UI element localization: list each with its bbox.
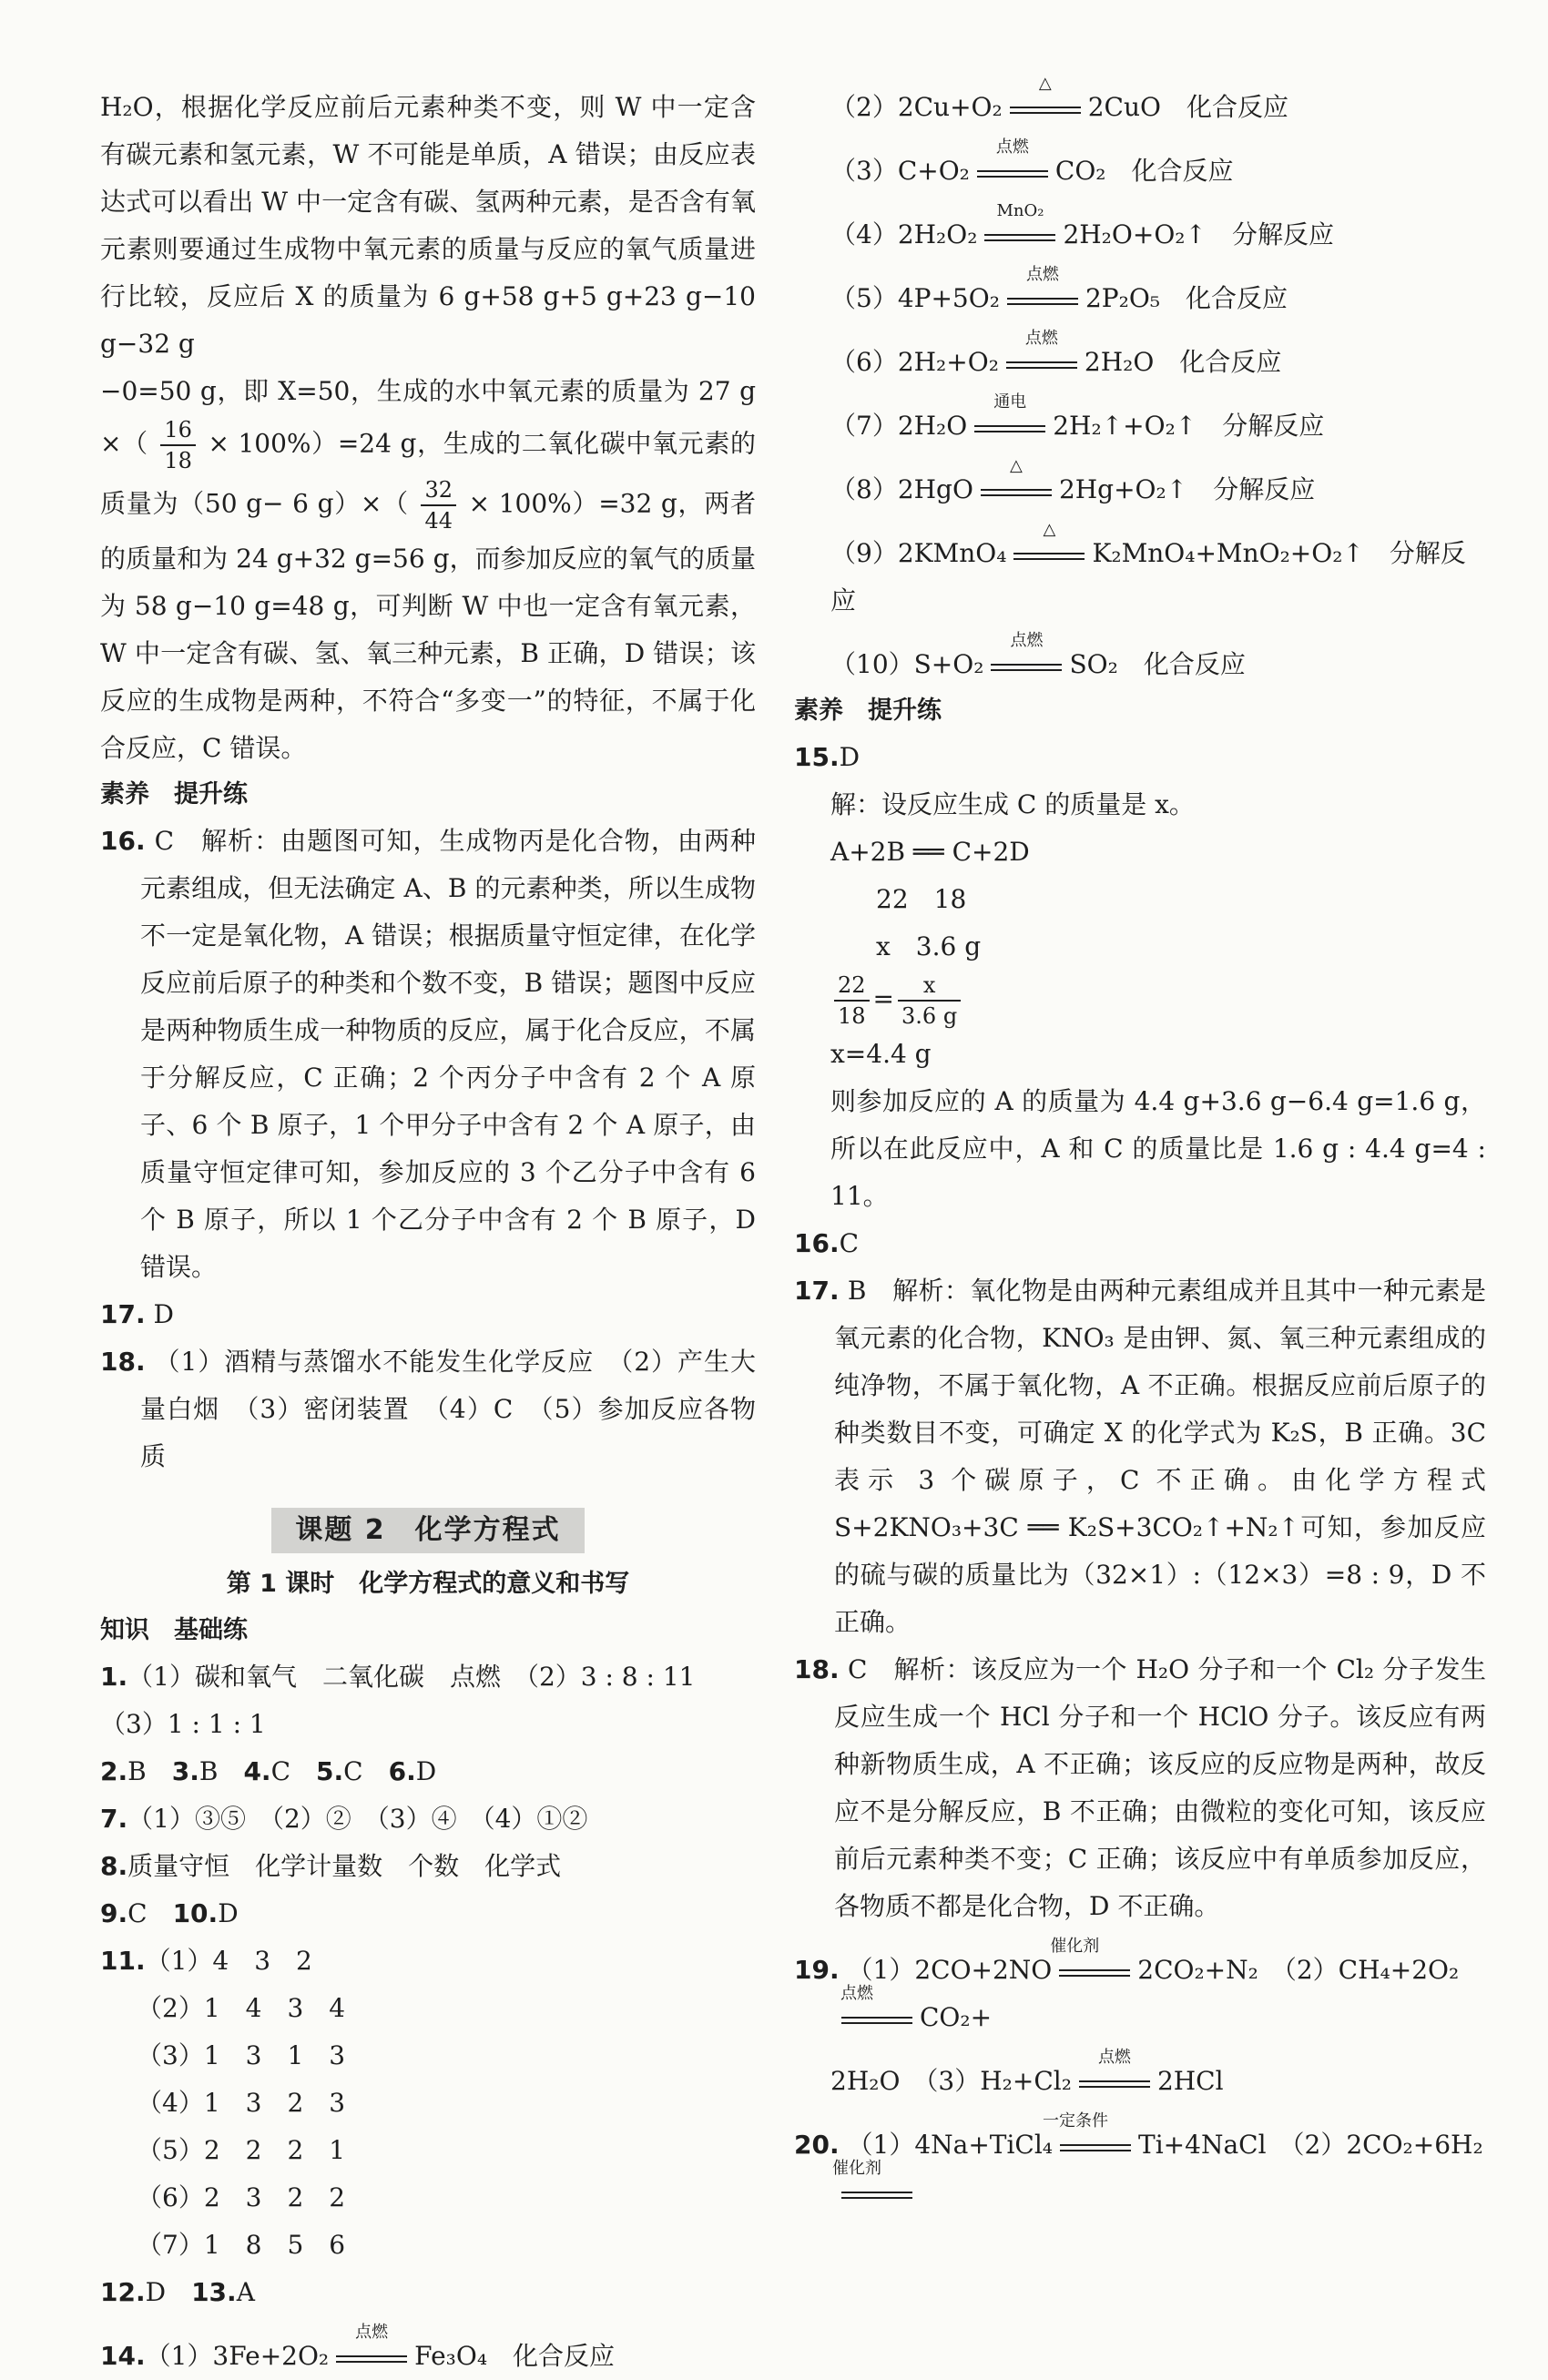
answer-17-right: 17. B 解析：氧化物是由两种元素组成并且其中一种元素是氧元素的化合物，KNO₃ 是由钾、氮、氧三种元素组成的纯净物，不属于氧化物，A 不正确。根据反应前后原子的种类数目不变，可确定 X 的化学式为 K₂S，B 正确。3C 表示 3 个碳原子，C 不正确。由化学方程式 S+2KNO₃+3C ══ K₂S+3CO₂↑+N₂↑可知，参加反应的硫与碳的质量比为（32×1）:（12×3）=8 : 9，D 不正确。	[794, 1276, 1486, 1637]
reaction-arrow: 点燃	[838, 2006, 916, 2033]
solution-equation: A+2B ══ C+2D	[830, 837, 1030, 867]
reaction-arrow: 点燃	[1075, 2070, 1154, 2097]
reaction-arrow: △	[977, 478, 1055, 505]
solution-proportion: $\frac{22}{18}$ = $\frac{x}{3.6 g}$	[794, 971, 1486, 1031]
answer-11-row-1: 11.（1）4 3 2	[100, 1946, 312, 1976]
solution-conclusion: 则参加反应的 A 的质量为 4.4 g+3.6 g−6.4 g=1.6 g，所以在此反应中，A 和 C 的质量比是 1.6 g : 4.4 g=4 : 11。	[830, 1086, 1486, 1211]
section-heading-advanced: 素养 提升练	[100, 780, 248, 809]
solution-result: x=4.4 g	[830, 1039, 932, 1069]
answer-15: 15.D	[794, 742, 861, 772]
answer-16: 16. C 解析：由题图可知，生成物丙是化合物，由两种元素组成，但无法确定 A、B 的元素种类，所以生成物不一定是氧化物，A 错误；根据质量守恒定律，在化学反应前后原子的种类和个数不变，B 错误；题图中反应是两种物质生成一种物质的反应，属于化合反应，不属于分解反应，C 正确；2 个丙分子中含有 2 个 A 原子、6 个 B 原子，1 个甲分子中含有 2 个 A 原子，由质量守恒定律可知，参加反应的 3 个乙分子中含有 6 个 B 原子，所以 1 个乙分子中含有 2 个 B 原子，D 错误。	[100, 826, 756, 1282]
left-column	[100, 84, 756, 2380]
solution-unknown: x 3.6 g	[876, 931, 982, 961]
solution-ratio: 22 18	[876, 884, 967, 914]
answer-20: 20. （1）4Na+TiCl₄ 一定条件 Ti+4NaCl （2）2CO₂+6H₂ 催化剂	[794, 2121, 1486, 2216]
equation-9: （9）2KMnO₄ △ K₂MnO₄+MnO₂+O₂↑ 分解反应	[830, 519, 1466, 615]
right-column	[794, 73, 1486, 2216]
answer-7: 7.（1）③⑤ （2）② （3）④ （4）①②	[100, 1804, 588, 1834]
lesson-title: 第 1 课时 化学方程式的意义和书写	[226, 1570, 630, 1598]
answer-11-row-5: （5）2 2 2 1	[137, 2135, 346, 2165]
reaction-arrow: 催化剂	[838, 2181, 916, 2208]
answers-2-6: 2.B 3.B 4.C 5.C 6.D	[100, 1756, 437, 1786]
topic-title-wrap	[100, 1508, 756, 1553]
answer-19: 19. （1）2CO+2NO 催化剂 2CO₂+N₂ （2）CH₄+2O₂ 点燃 CO₂+	[794, 1936, 1460, 2032]
reaction-arrow: 点燃	[973, 159, 1052, 187]
reaction-arrow: △	[1010, 542, 1088, 569]
paragraph-15-calc: −0=50 g，即 X=50，生成的水中氧元素的质量为 27 g ×（ $\frac{16}{18}$ × 100%）=24 g，生成的二氧化碳中氧元素的质量为（50 g− 6 g）×（ $\frac{32}{44}$ × 100%）=32 g，两者的质量和为 24 g+32 g=56 g，而参加反应的氧气的质量为 58 g−10 g=48 g，可判断 W 中也一定含有氧元素，W 中一定含有碳、氢、氧三种元素，B 正确，D 错误；该反应的生成物是两种，不符合“多变一”的特征，不属于化合反应，C 错误。	[100, 376, 756, 763]
reaction-arrow: △	[1006, 96, 1085, 123]
topic-title: 课题 2 化学方程式	[271, 1508, 584, 1553]
reaction-arrow: 点燃	[1003, 287, 1082, 314]
answer-11-row-3: （3）1 3 1 3	[137, 2040, 346, 2070]
answer-17: 17. D	[100, 1299, 174, 1329]
answer-11-row-7: （7）1 8 5 6	[137, 2230, 346, 2260]
section-heading-advanced-right: 素养 提升练	[794, 697, 942, 725]
reaction-arrow: 催化剂	[1055, 1958, 1134, 1986]
answer-11-row-4: （4）1 3 2 3	[137, 2088, 346, 2118]
answer-18: 18. （1）酒精与蒸馏水不能发生化学反应 （2）产生大量白烟 （3）密闭装置 （4）C （5）参加反应各物质	[100, 1347, 756, 1471]
equation-2: （2）2Cu+O₂ △ 2CuO 化合反应	[830, 73, 1288, 122]
answer-18-right: 18. C 解析：该反应为一个 H₂O 分子和一个 Cl₂ 分子发生反应生成一个 HCl 分子和一个 HClO 分子。该反应有两种新物质生成，A 不正确；该反应的反应物是两种，故反应不是分解反应，B 不正确；由微粒的变化可知，该反应前后元素种类不变；C 正确；该反应中有单质参加反应，各物质不都是化合物，D 不正确。	[794, 1654, 1486, 1921]
fraction-16-18: $\frac{16}{18}$	[160, 415, 196, 475]
reaction-arrow: 点燃	[1003, 351, 1081, 378]
answer-14-1: 14.（1）3Fe+2O₂ 点燃 Fe₃O₄ 化合反应	[100, 2322, 616, 2371]
fraction-22-18: $\frac{22}{18}$	[834, 971, 870, 1031]
answer-1: 1.（1）碳和氧气 二氧化碳 点燃 （2）3 : 8 : 11 （3）1 : 1 : 1	[100, 1662, 721, 1739]
reaction-arrow: MnO₂	[981, 223, 1059, 250]
equation-3: （3）C+O₂ 点燃 CO₂ 化合反应	[830, 137, 1234, 186]
equation-6: （6）2H₂+O₂ 点燃 2H₂O 化合反应	[830, 328, 1282, 377]
answer-11-row-6: （6）2 3 2 2	[137, 2182, 346, 2212]
reaction-arrow: 通电	[971, 414, 1049, 442]
solution-line-1: 解：设反应生成 C 的质量是 x。	[830, 789, 1195, 819]
answers-12-13: 12.D 13.A	[100, 2277, 255, 2307]
reaction-arrow: 点燃	[332, 2344, 411, 2372]
reaction-arrow: 点燃	[987, 653, 1065, 680]
section-heading-basic: 知识 基础练	[100, 1616, 248, 1644]
answer-16-right: 16.C	[794, 1228, 860, 1258]
answer-11-row-2: （2）1 4 3 4	[137, 1993, 346, 2023]
fraction-x-3.6: $\frac{x}{3.6 g}$	[898, 971, 961, 1031]
equation-7: （7）2H₂O 通电 2H₂↑+O₂↑ 分解反应	[830, 392, 1325, 441]
answer-8: 8.质量守恒 化学计量数 个数 化学式	[100, 1851, 562, 1881]
answers-9-10: 9.C 10.D	[100, 1898, 239, 1928]
equation-10: （10）S+O₂ 点燃 SO₂ 化合反应	[830, 630, 1246, 679]
equation-4: （4）2H₂O₂ MnO₂ 2H₂O+O₂↑ 分解反应	[830, 200, 1334, 249]
fraction-32-44: $\frac{32}{44}$	[421, 475, 456, 535]
answer-19-continued: 2H₂O （3）H₂+Cl₂ 点燃 2HCl	[830, 2047, 1224, 2096]
reaction-arrow: 一定条件	[1056, 2133, 1135, 2161]
equation-8: （8）2HgO △ 2Hg+O₂↑ 分解反应	[830, 455, 1316, 504]
equation-5: （5）4P+5O₂ 点燃 2P₂O₅ 化合反应	[830, 264, 1288, 313]
paragraph-15-continued: H₂O，根据化学反应前后元素种类不变，则 W 中一定含有碳元素和氢元素，W 不可能是单质，A 错误；由反应表达式可以看出 W 中一定含有碳、氢两种元素，是否含有氧元素则要通过生成物中氧元素的质量与反应的氧气质量进行比较，反应后 X 的质量为 6 g+58 g+5 g+23 g−10 g−32 g	[100, 92, 756, 359]
